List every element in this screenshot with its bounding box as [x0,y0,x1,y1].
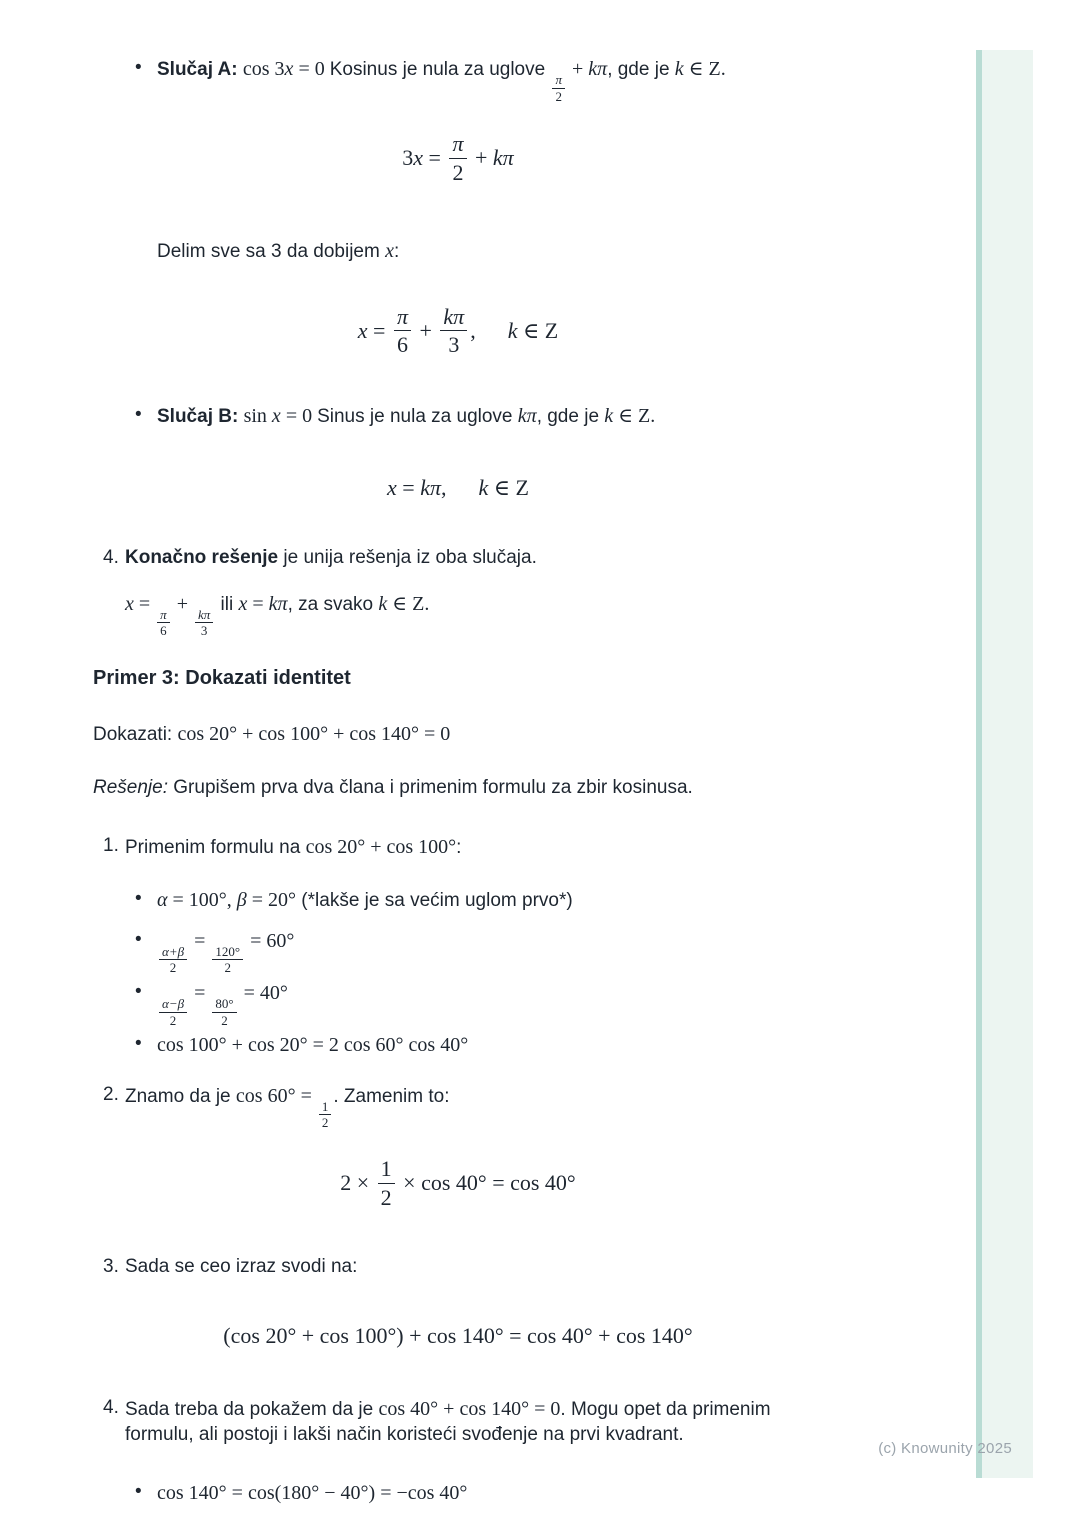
text-segment: k [378,592,388,615]
text-segment: cos 140° = cos(180° − 40°) = −cos 40° [157,1481,468,1504]
text-segment: k [674,58,684,80]
step-4-text [125,1396,823,1447]
text-segment: = 0 [280,404,318,427]
text-segment: ∈ Z [517,317,559,343]
bullet-icon: • [135,57,142,78]
text-segment: Primenim formulu na [125,837,306,859]
text-segment: = [423,145,447,171]
fraction: $\frac{\alpha+\beta}{2}$ [159,944,187,976]
text-segment: = [247,592,269,615]
text-segment: = [133,592,156,615]
text-segment: Sada treba da pokažem da je [125,1399,379,1421]
bullet-icon: • [135,403,142,425]
equation-grouped [93,1322,823,1351]
text-segment: = 0 [293,58,330,80]
cos140-text [157,1480,823,1507]
text-segment: kπ [420,474,441,500]
text-segment: = [396,474,421,500]
text-segment: × cos 40° = cos 40° [397,1170,576,1196]
text-segment: je unija rešenja iz oba slučaja. [278,547,537,569]
text-segment: cos 40° + cos 140° = 0 [378,1398,561,1421]
accent-bar [976,50,1033,1478]
fraction: $\frac{k\pi}{3}$ [195,607,213,639]
text-segment: cos 3 [242,58,285,80]
text-segment: + [414,317,438,343]
text-segment: : [394,241,400,263]
text-segment: Grupišem prva dva člana i primenim formulu za zbir kosinusa. [168,776,693,798]
case-b-text [157,403,823,430]
bullet-icon: • [135,1480,142,1502]
text-segment: Znamo da je [125,1085,236,1107]
text-segment: x [238,592,248,615]
text-segment: . Zamenim to: [333,1085,450,1107]
text-segment: k [604,404,614,427]
item-number: 4. [103,547,119,569]
text-segment: (cos 20° + cos 100°) + cos 140° = cos 40° + cos 140° [223,1322,693,1348]
text-segment: + [171,592,193,615]
text-segment: Sada se ceo izraz svodi na: [125,1256,358,1278]
step-4 [103,1396,823,1447]
fraction: $\frac{\pi}{2}$ [552,72,565,104]
text-segment: Sinus je nula za uglove [317,405,518,427]
text-segment: α [157,889,168,912]
step-3-text [125,1255,823,1280]
bullet-diff-half [135,980,823,1028]
text-segment: ∈ Z. [613,404,656,427]
fraction: $\frac{k\pi}{3}$ [440,303,467,359]
watermark: (c) Knowunity 2025 [878,1440,1012,1457]
cos-product-text [157,1032,823,1059]
fraction: $\frac{1}{2}$ [319,1099,332,1131]
text-segment: ∈ Z. [387,592,430,615]
text-segment: Kosinus je nula za uglove [329,59,551,80]
text-segment: x [387,474,397,500]
text-segment: Slučaj A: [157,59,243,80]
step-2-text [125,1083,823,1131]
text-segment: k [507,317,518,343]
text-segment: k [478,474,489,500]
text-segment: cos 60° = [235,1084,317,1107]
text-segment: Delim sve sa 3 da dobijem [157,241,386,263]
bullet-cos-product [135,1032,823,1059]
equation-case-a [93,132,823,188]
text-segment: Slučaj B: [157,405,244,427]
text-segment: = [189,981,211,1004]
bullet-cos140 [135,1480,823,1507]
text-segment: kπ [517,404,537,427]
fraction: $\frac{\pi}{2}$ [449,130,466,186]
dokazati-line [93,721,823,748]
text-segment: : [456,837,462,859]
step-number: 3. [103,1256,119,1278]
text-segment: x [385,240,394,263]
diff-half-text [157,980,823,1028]
item-final-solution [103,546,823,571]
text-segment: kπ [588,58,608,80]
text-segment: ∈ Z. [683,58,726,80]
equation-x-kpi [93,474,823,503]
sum-half-text [157,928,823,976]
step-2 [103,1083,823,1131]
text-segment: = 20° [246,889,297,912]
text-segment: x [357,317,368,343]
text-segment: Konačno rešenje [125,547,279,569]
text-segment: kπ [268,592,288,615]
fraction: $\frac{120^\circ}{2}$ [212,944,243,976]
bullet-case-b [135,403,823,430]
step-number: 2. [103,1083,119,1105]
text-segment: 3 [402,145,414,171]
primer3-heading: Primer 3: Dokazati identitet [93,667,351,690]
text-segment: Dokazati: [93,724,178,746]
case-a-text [157,56,823,104]
text-segment: cos 20° + cos 100° [305,836,457,859]
text-segment: 2 × [340,1170,375,1196]
step-1-text [125,834,823,861]
text-segment: . Mogu opet da primenim formulu, ali postoji i lakši način koristeći svođenje na prvi kvadrant. [125,1399,771,1445]
text-segment: x [413,145,424,171]
text-segment: (*lakše je sa većim uglom prvo*) [296,890,573,912]
step-number: 1. [103,835,119,857]
bullet-icon: • [135,888,142,910]
text-segment: = 40° [238,981,288,1004]
text-segment: Rešenje: [93,776,168,798]
bullet-icon: • [135,980,142,1002]
text-segment: , gde je [536,405,605,427]
bullet-icon: • [135,928,142,950]
text-segment: β [236,889,247,912]
fraction: $\frac{1}{2}$ [378,1155,395,1211]
bullet-case-a [135,56,823,104]
text-segment: cos 100° + cos 20° = 2 cos 60° cos 40° [157,1034,469,1057]
text-segment: , [470,317,476,343]
alpha-beta-text [157,887,823,914]
text-segment: = 60° [245,929,295,952]
equation-two-times-half [93,1157,823,1213]
equation-x-pi6 [93,305,823,361]
text-segment: x [284,58,294,80]
text-segment: = 100°, [167,889,237,912]
bullet-alpha-beta [135,887,823,914]
step-3 [103,1255,823,1280]
text-segment: x [271,404,281,427]
fraction: $\frac{80^\circ}{2}$ [212,996,236,1028]
text-segment: ∈ Z [488,474,529,500]
text-segment: = [189,929,211,952]
fraction: $\frac{\pi}{6}$ [394,303,411,359]
delim-paragraph [157,238,823,265]
text-segment: kπ [492,145,514,171]
text-segment: , [440,474,447,500]
fraction: $\frac{\alpha-\beta}{2}$ [159,996,187,1028]
text-segment: cos 20° + cos 100° + cos 140° = 0 [177,723,451,746]
text-segment: + [469,145,493,171]
item-final-text [125,546,823,571]
text-segment: + [567,58,589,80]
final-solution-formula [125,591,823,639]
resenje-line [93,776,823,801]
text-segment: ili [215,593,239,615]
bullet-icon: • [135,1033,142,1055]
fraction: $\frac{\pi}{6}$ [157,607,170,639]
step-1 [103,834,823,861]
text-segment: , za svako [287,593,379,615]
text-segment: = [367,317,391,343]
text-segment: , gde je [607,59,675,80]
bullet-sum-half [135,928,823,976]
text-segment: sin [243,404,272,427]
document-page [93,0,823,1506]
step-number: 4. [103,1397,119,1419]
text-segment: x [125,592,134,615]
